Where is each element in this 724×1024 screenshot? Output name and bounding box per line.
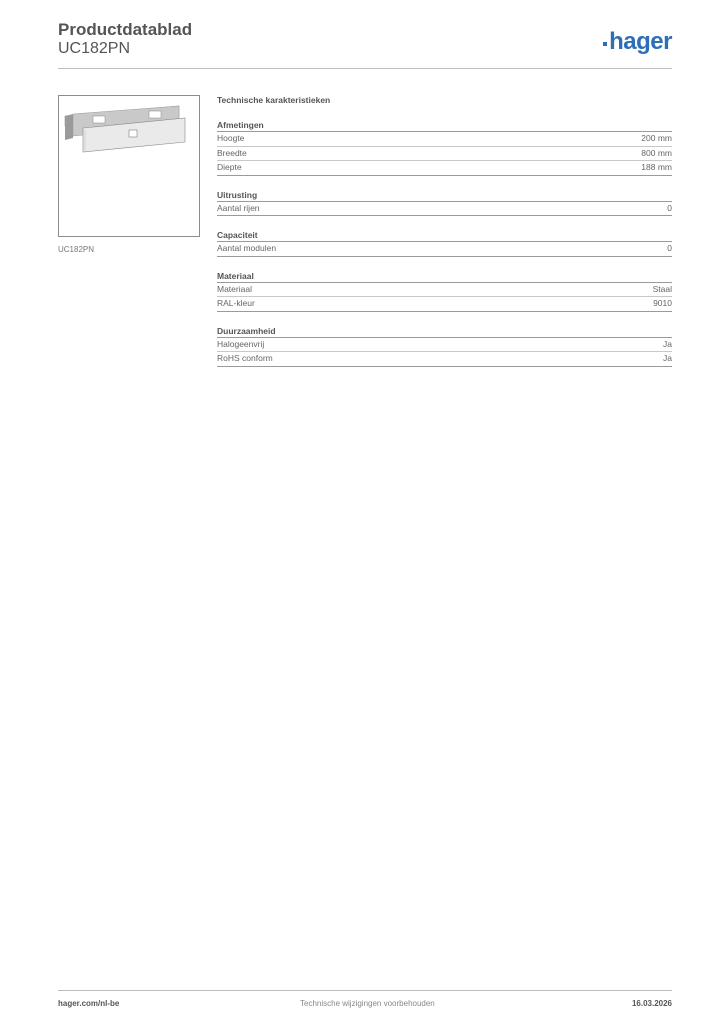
logo-dot bbox=[603, 42, 607, 46]
spec-group-title: Materiaal bbox=[217, 271, 672, 283]
spec-value: Ja bbox=[663, 353, 672, 363]
spec-label: Diepte bbox=[217, 162, 242, 172]
spec-group-uitrusting bbox=[217, 190, 672, 217]
page-title: Productdatablad bbox=[58, 20, 193, 39]
spec-group-afmetingen bbox=[217, 120, 672, 176]
spec-row bbox=[217, 283, 672, 298]
spec-value: Staal bbox=[652, 283, 672, 294]
spec-row bbox=[217, 297, 672, 312]
spec-label: RAL-kleur bbox=[217, 298, 255, 308]
footer-url[interactable]: hager.com/nl-be bbox=[58, 999, 120, 1008]
spec-value: 0 bbox=[667, 202, 672, 213]
spec-label: Halogeenvrij bbox=[217, 338, 265, 349]
specs-title: Technische karakteristieken bbox=[217, 95, 331, 105]
logo-text: hager bbox=[609, 28, 672, 55]
spec-row bbox=[217, 202, 672, 217]
footer-divider bbox=[58, 990, 672, 991]
spec-group-title: Capaciteit bbox=[217, 230, 672, 242]
spec-value: 188 mm bbox=[641, 162, 672, 172]
spec-label: RoHS conform bbox=[217, 353, 273, 363]
spec-group-title: Afmetingen bbox=[217, 120, 672, 132]
spec-label: Materiaal bbox=[217, 283, 252, 294]
spec-group-duurzaamheid bbox=[217, 326, 672, 367]
product-caption: UC182PN bbox=[58, 245, 95, 254]
spec-row bbox=[217, 352, 672, 367]
spec-label: Aantal rijen bbox=[217, 202, 260, 213]
header-divider bbox=[58, 68, 672, 69]
spec-value: Ja bbox=[663, 338, 672, 349]
product-image-frame bbox=[58, 95, 200, 237]
product-panel-image bbox=[59, 96, 199, 236]
spec-row bbox=[217, 147, 672, 162]
spec-row bbox=[217, 242, 672, 257]
spec-row bbox=[217, 132, 672, 147]
spec-row bbox=[217, 161, 672, 176]
spec-value: 800 mm bbox=[641, 147, 672, 158]
footer-date: 16.03.2026 bbox=[631, 999, 672, 1008]
hager-logo bbox=[603, 28, 672, 56]
spec-value: 0 bbox=[667, 243, 672, 253]
spec-value: 200 mm bbox=[641, 133, 672, 143]
spec-label: Hoogte bbox=[217, 133, 245, 143]
spec-group-materiaal bbox=[217, 271, 672, 312]
spec-label: Breedte bbox=[217, 147, 247, 158]
spec-label: Aantal modulen bbox=[217, 243, 277, 253]
spec-value: 9010 bbox=[653, 298, 672, 308]
specs-section bbox=[217, 95, 672, 381]
product-code: UC182PN bbox=[58, 40, 131, 57]
spec-row bbox=[217, 338, 672, 353]
footer-note: Technische wijzigingen voorbehouden bbox=[300, 999, 435, 1008]
spec-group-capaciteit bbox=[217, 230, 672, 257]
spec-group-title: Uitrusting bbox=[217, 190, 672, 202]
spec-group-title: Duurzaamheid bbox=[217, 326, 672, 338]
